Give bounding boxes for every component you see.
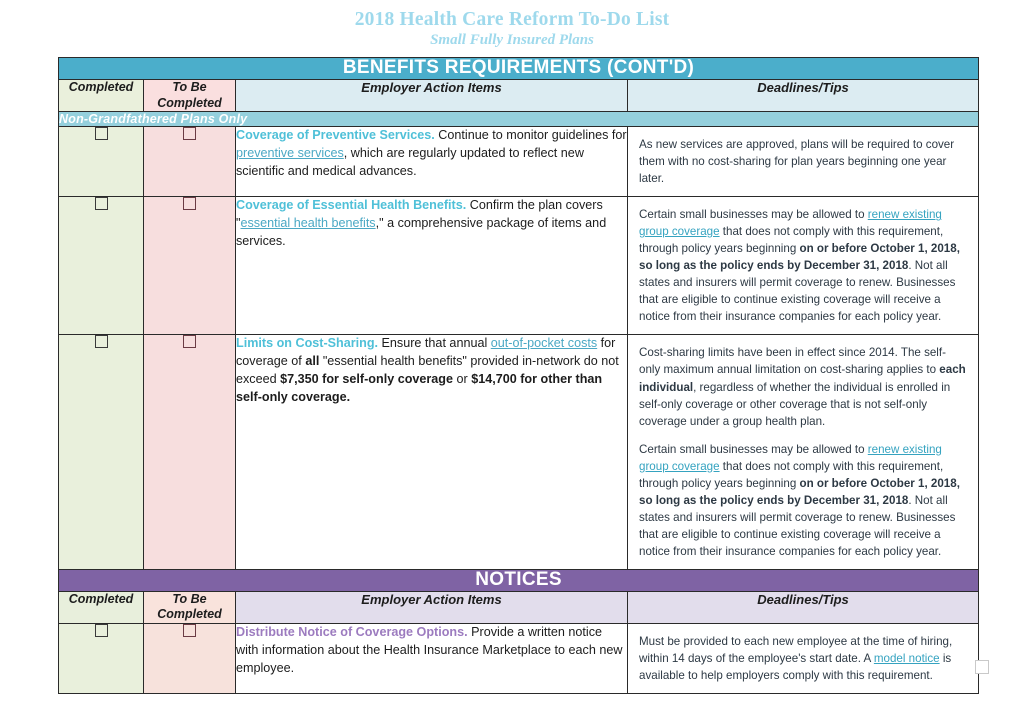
- tip-paragraph: [639, 633, 966, 684]
- out-of-pocket-costs-link[interactable]: out-of-pocket costs: [490, 336, 598, 351]
- checkbox-cell-completed[interactable]: [59, 335, 144, 569]
- action-item-lead: Coverage of Preventive Services.: [236, 128, 435, 143]
- deadlines-tips-cell: [628, 127, 979, 197]
- model-notice-link[interactable]: model notice: [873, 652, 940, 665]
- tip-text-1: Certain small businesses may be allowed to: [639, 208, 868, 222]
- action-item-text: [236, 127, 627, 181]
- employer-action-item-cell: [236, 197, 628, 335]
- table-row: [59, 197, 979, 335]
- to-be-completed-checkbox[interactable]: [183, 624, 196, 637]
- employer-action-item-cell: [236, 335, 628, 569]
- deadlines-tips-cell: [628, 197, 979, 335]
- completed-checkbox[interactable]: [95, 335, 108, 348]
- subsection-band-row: [59, 112, 979, 127]
- column-header-row-notices: [59, 591, 979, 623]
- section-banner-row-benefits: [59, 58, 979, 80]
- document-title-block: [0, 0, 1024, 50]
- action-item-lead: Coverage of Essential Health Benefits.: [236, 198, 467, 213]
- todo-table-wrapper: [58, 57, 978, 694]
- column-header-completed: Completed: [59, 79, 144, 111]
- to-be-completed-checkbox[interactable]: [183, 127, 196, 140]
- action-item-body-2: for coverage of: [236, 336, 616, 369]
- action-item-bold-1: all: [305, 354, 320, 369]
- column-header-to-be-completed-line1: To Be: [172, 591, 207, 606]
- column-header-completed: Completed: [59, 591, 144, 623]
- tip-text-1: Cost-sharing limits have been in effect since 2014. The self-only maximum annual limitation on cost-sharing applies to: [639, 346, 946, 377]
- section-banner-notices: NOTICES: [59, 569, 979, 591]
- checkbox-cell-to-be-completed[interactable]: [144, 197, 236, 335]
- table-row: [59, 335, 979, 569]
- checkbox-cell-completed[interactable]: [59, 623, 144, 693]
- employer-action-item-cell: [236, 127, 628, 197]
- checkbox-cell-to-be-completed[interactable]: [144, 335, 236, 569]
- tip-text-2: that does not comply with this requirement, through policy years beginning: [639, 459, 944, 490]
- tip-paragraph: [639, 136, 966, 187]
- tip-paragraph: [639, 441, 966, 560]
- section-banner-row-notices: [59, 569, 979, 591]
- page-subtitle: Small Fully Insured Plans: [430, 32, 594, 49]
- deadlines-tips-cell: [628, 623, 979, 693]
- action-item-body-2: ," a comprehensive package of items and services.: [236, 216, 607, 248]
- tip-text-3: . Not all states and insurers will permit coverage to renew. Businesses that are eligible to continue existing coverage will receive a notice from their insurance companies for each policy year.: [639, 259, 956, 324]
- employer-action-item-cell: [236, 623, 628, 693]
- action-item-lead: Distribute Notice of Coverage Options.: [236, 624, 468, 639]
- to-be-completed-checkbox[interactable]: [183, 335, 196, 348]
- renew-existing-group-coverage-link[interactable]: renew existing group coverage: [639, 208, 942, 239]
- completed-checkbox[interactable]: [95, 624, 108, 637]
- action-item-body-1: Provide a written notice with information about the Health Insurance Marketplace to each new employee.: [236, 624, 623, 675]
- completed-checkbox[interactable]: [95, 127, 108, 140]
- column-header-deadlines-tips: Deadlines/Tips: [628, 79, 979, 111]
- action-item-body-1: Ensure that annual: [378, 336, 491, 351]
- column-header-to-be-completed-line1: To Be: [172, 79, 207, 94]
- tip-text-3: . Not all states and insurers will permit coverage to renew. Businesses that are eligible to continue existing coverage will receive a notice from their insurance companies for each policy year.: [639, 493, 956, 558]
- tip-text-2: , regardless of whether the individual is enrolled in self-only coverage or other coverage that is not self-only coverage under a group health plan.: [639, 380, 951, 428]
- action-item-body-4: or: [453, 372, 472, 387]
- action-item-bold-2: $7,350 for self-only coverage: [280, 372, 454, 387]
- column-header-to-be-completed: [144, 591, 236, 623]
- tip-text-2: is available to help employers comply with this requirement.: [639, 652, 952, 683]
- action-item-text: [236, 624, 627, 678]
- todo-checklist-table: [58, 57, 979, 694]
- column-header-employer-action-items: Employer Action Items: [236, 79, 628, 111]
- subsection-band-non-grandfathered: Non-Grandfathered Plans Only: [59, 112, 979, 127]
- action-item-bold-3: $14,700 for other than self-only coverage.: [236, 372, 603, 405]
- action-item-body-2: , which are regularly updated to reflect new scientific and medical advances.: [236, 146, 584, 178]
- column-header-to-be-completed-line2: Completed: [157, 607, 222, 622]
- tip-text-2: that does not comply with this requirement, through policy years beginning: [639, 225, 944, 256]
- tip-bold-1: each individual: [639, 363, 966, 394]
- action-item-lead: Limits on Cost-Sharing.: [236, 336, 379, 351]
- checkbox-cell-completed[interactable]: [59, 127, 144, 197]
- renew-existing-group-coverage-link[interactable]: renew existing group coverage: [639, 442, 942, 473]
- to-be-completed-checkbox[interactable]: [183, 197, 196, 210]
- action-item-body-1: Continue to monitor guidelines for: [434, 128, 627, 143]
- action-item-text: [236, 335, 627, 407]
- checkbox-cell-completed[interactable]: [59, 197, 144, 335]
- column-header-employer-action-items: Employer Action Items: [236, 591, 628, 623]
- completed-checkbox[interactable]: [95, 197, 108, 210]
- tip-paragraph: [639, 344, 966, 429]
- page-title: 2018 Health Care Reform To-Do List: [354, 9, 670, 30]
- tip-text-1: Certain small businesses may be allowed to: [639, 442, 868, 456]
- column-header-row-benefits: [59, 79, 979, 111]
- column-header-to-be-completed: [144, 79, 236, 111]
- corner-marker-box: [975, 660, 989, 674]
- action-item-body-1: Confirm the plan covers ": [236, 198, 603, 231]
- table-row: [59, 623, 979, 693]
- tip-bold-1: on or before October 1, 2018, so long as the policy ends by December 31, 2018: [639, 476, 960, 507]
- section-banner-benefits: BENEFITS REQUIREMENTS (CONT'D): [59, 58, 979, 80]
- tip-text-1: As new services are approved, plans will be required to cover them with no cost-sharing for plan years beginning one year later.: [639, 138, 955, 186]
- table-row: [59, 127, 979, 197]
- tip-paragraph: [639, 206, 966, 325]
- preventive-services-link[interactable]: preventive services: [236, 146, 344, 161]
- checkbox-cell-to-be-completed[interactable]: [144, 127, 236, 197]
- column-header-deadlines-tips: Deadlines/Tips: [628, 591, 979, 623]
- tip-bold-1: on or before October 1, 2018, so long as the policy ends by December 31, 2018: [639, 242, 960, 273]
- deadlines-tips-cell: [628, 335, 979, 569]
- checkbox-cell-to-be-completed[interactable]: [144, 623, 236, 693]
- tip-text-1: Must be provided to each new employee at the time of hiring, within 14 days of the employee's start date. A: [639, 634, 953, 665]
- action-item-text: [236, 197, 627, 251]
- action-item-body-3: "essential health benefits" provided in-network do not exceed: [236, 354, 619, 387]
- column-header-to-be-completed-line2: Completed: [157, 95, 222, 110]
- essential-health-benefits-link[interactable]: essential health benefits: [240, 216, 376, 231]
